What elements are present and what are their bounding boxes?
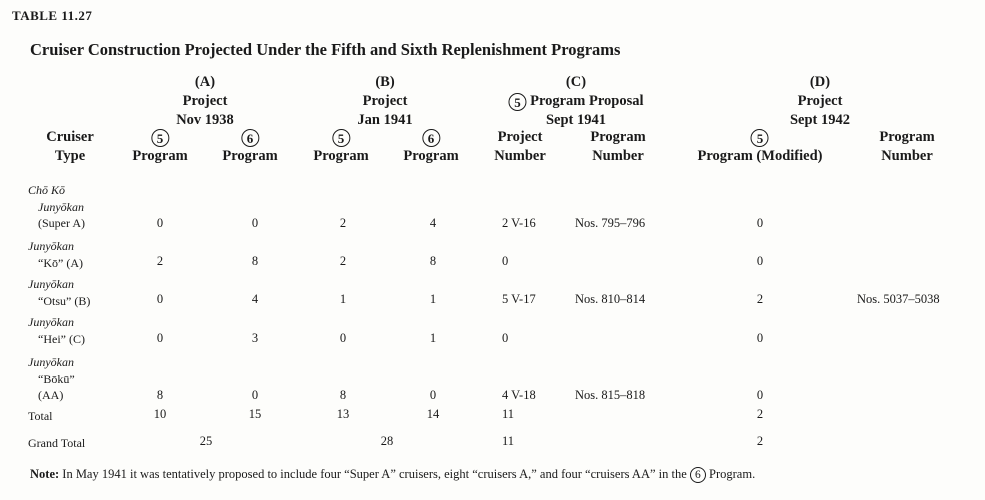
cell-b6: 1 (429, 331, 437, 345)
cell-c-project: 2 V-16 (502, 216, 536, 230)
cell-c-project: 4 V-18 (502, 388, 536, 402)
b5-program-label: Program (313, 148, 369, 164)
total-a5: 10 (153, 407, 167, 421)
c-program-number-header (590, 128, 645, 166)
total-d5: 2 (756, 407, 764, 421)
cell-c-project: 5 V-17 (502, 292, 536, 306)
cell-d5: 0 (756, 388, 764, 402)
group-a-header (176, 73, 234, 130)
row-label-line: (AA) (38, 388, 64, 402)
grand-total-c-project: 11 (502, 434, 515, 448)
row-label-line: “Kō” (A) (38, 255, 83, 270)
cell-a5: 0 (156, 331, 164, 345)
b6-program-label: Program (403, 148, 459, 164)
grand-total-label: Grand Total (28, 436, 86, 450)
d-program-number-header (879, 128, 934, 166)
cell-d5: 2 (756, 292, 764, 306)
row-label-otsu-b (28, 276, 90, 309)
cell-c-program: Nos. 810–814 (575, 292, 646, 306)
cell-a6: 0 (251, 216, 259, 230)
grand-total-a: 25 (199, 434, 213, 448)
grand-total-b: 28 (380, 434, 394, 448)
note-label: Note: (30, 467, 60, 481)
cell-c-program: Nos. 795–796 (575, 216, 646, 230)
group-c-line2: Sept 1941 (545, 112, 607, 128)
row-label-boku-aa (28, 354, 75, 404)
cell-b5: 2 (339, 254, 347, 268)
total-b5: 13 (336, 407, 350, 421)
row-label-ko-a (28, 238, 83, 271)
d-modified-label: Program (Modified) (697, 148, 823, 164)
group-d-header (790, 73, 850, 130)
cell-a6: 4 (251, 292, 259, 306)
a6-program-label: Program (222, 148, 278, 164)
cell-b6: 8 (429, 254, 437, 268)
group-b-letter: (B) (375, 74, 395, 90)
group-c-line1 (508, 92, 643, 111)
group-b-header (357, 73, 412, 130)
d-modified-header (698, 128, 823, 166)
cell-a6: 0 (251, 388, 259, 402)
cell-c-project: 0 (502, 331, 509, 345)
row-label-line: “Bōkū” (38, 371, 75, 386)
b6-program-header (403, 128, 458, 166)
row-label-line: Junyōkan (38, 199, 84, 214)
cell-a5: 2 (156, 254, 164, 268)
cell-a6: 3 (251, 331, 259, 345)
group-d-letter: (D) (809, 74, 831, 90)
group-d-line2: Sept 1942 (789, 112, 851, 128)
note-text: In May 1941 it was tentatively proposed to include four “Super A” cruisers, eight “cruisers A,” and four “cruisers AA” in the (59, 467, 690, 481)
sixth-program-circle-icon: 6 (241, 129, 259, 147)
row-label-line: Junyōkan (28, 355, 74, 369)
group-c-letter: (C) (565, 74, 587, 90)
group-a-line2: Nov 1938 (176, 112, 234, 128)
row-label-super-a (28, 182, 85, 232)
c-program-header-line1: Program (590, 129, 646, 145)
total-c-project: 11 (502, 407, 515, 421)
cell-a5: 0 (156, 292, 164, 306)
cell-b6: 0 (429, 388, 437, 402)
group-a-line1: Project (182, 93, 228, 109)
group-b-line1: Project (362, 93, 408, 109)
fifth-program-circle-icon: 5 (751, 129, 769, 147)
row-label-line: (Super A) (38, 216, 85, 230)
footnote (30, 467, 755, 483)
cell-d5: 0 (756, 216, 764, 230)
group-c-title: Program Proposal (530, 93, 644, 109)
a5-program-label: Program (132, 148, 188, 164)
cruiser-type-header-line1: Cruiser (46, 129, 94, 145)
row-label-line: “Otsu” (B) (38, 293, 91, 308)
c-project-number-header (494, 128, 546, 166)
group-c-header (508, 73, 643, 130)
cell-d5: 0 (756, 331, 764, 345)
group-a-letter: (A) (194, 74, 216, 90)
sixth-program-circle-icon: 6 (422, 129, 440, 147)
cell-d5: 0 (756, 254, 764, 268)
cell-c-program: Nos. 815–818 (575, 388, 646, 402)
sixth-program-circle-icon: 6 (690, 467, 706, 483)
cell-c-project: 0 (502, 254, 509, 268)
d-program-header-line1: Program (879, 129, 935, 145)
total-a6: 15 (248, 407, 262, 421)
cell-b5: 8 (339, 388, 347, 402)
grand-total-d5: 2 (756, 434, 764, 448)
row-label-hei-c (28, 314, 85, 347)
c-program-header-line2: Number (592, 148, 644, 164)
b5-program-header (313, 128, 368, 166)
row-label-line: Junyōkan (28, 277, 74, 291)
table-label: TABLE 11.27 (12, 8, 93, 23)
group-b-line2: Jan 1941 (357, 112, 413, 128)
cell-b5: 1 (339, 292, 347, 306)
c-project-header-line2: Number (494, 148, 546, 164)
cell-b5: 2 (339, 216, 347, 230)
total-label: Total (28, 409, 53, 423)
cell-a6: 8 (251, 254, 259, 268)
sixth-program-circle-icon: 5 (508, 93, 526, 111)
fifth-program-circle-icon: 5 (332, 129, 350, 147)
a5-program-header (132, 128, 187, 166)
row-label-line: “Hei” (C) (38, 331, 85, 346)
cell-b5: 0 (339, 331, 347, 345)
cruiser-type-header (46, 128, 94, 166)
c-project-header-line1: Project (497, 129, 543, 145)
row-label-line: Junyōkan (28, 315, 74, 329)
cruiser-type-header-line2: Type (54, 148, 86, 164)
table-title: Cruiser Construction Projected Under the Fifth and Sixth Replenishment Programs (30, 40, 621, 59)
cell-a5: 0 (156, 216, 164, 230)
cell-b6: 1 (429, 292, 437, 306)
cell-b6: 4 (429, 216, 437, 230)
cell-d-program: Nos. 5037–5038 (857, 292, 940, 306)
group-d-line1: Project (797, 93, 843, 109)
row-label-line: Chō Kō (28, 183, 66, 197)
d-program-header-line2: Number (881, 148, 933, 164)
note-text-end: Program. (705, 467, 756, 481)
a6-program-header (222, 128, 277, 166)
fifth-program-circle-icon: 5 (151, 129, 169, 147)
row-label-line: Junyōkan (28, 239, 74, 253)
total-b6: 14 (426, 407, 440, 421)
cell-a5: 8 (156, 388, 164, 402)
